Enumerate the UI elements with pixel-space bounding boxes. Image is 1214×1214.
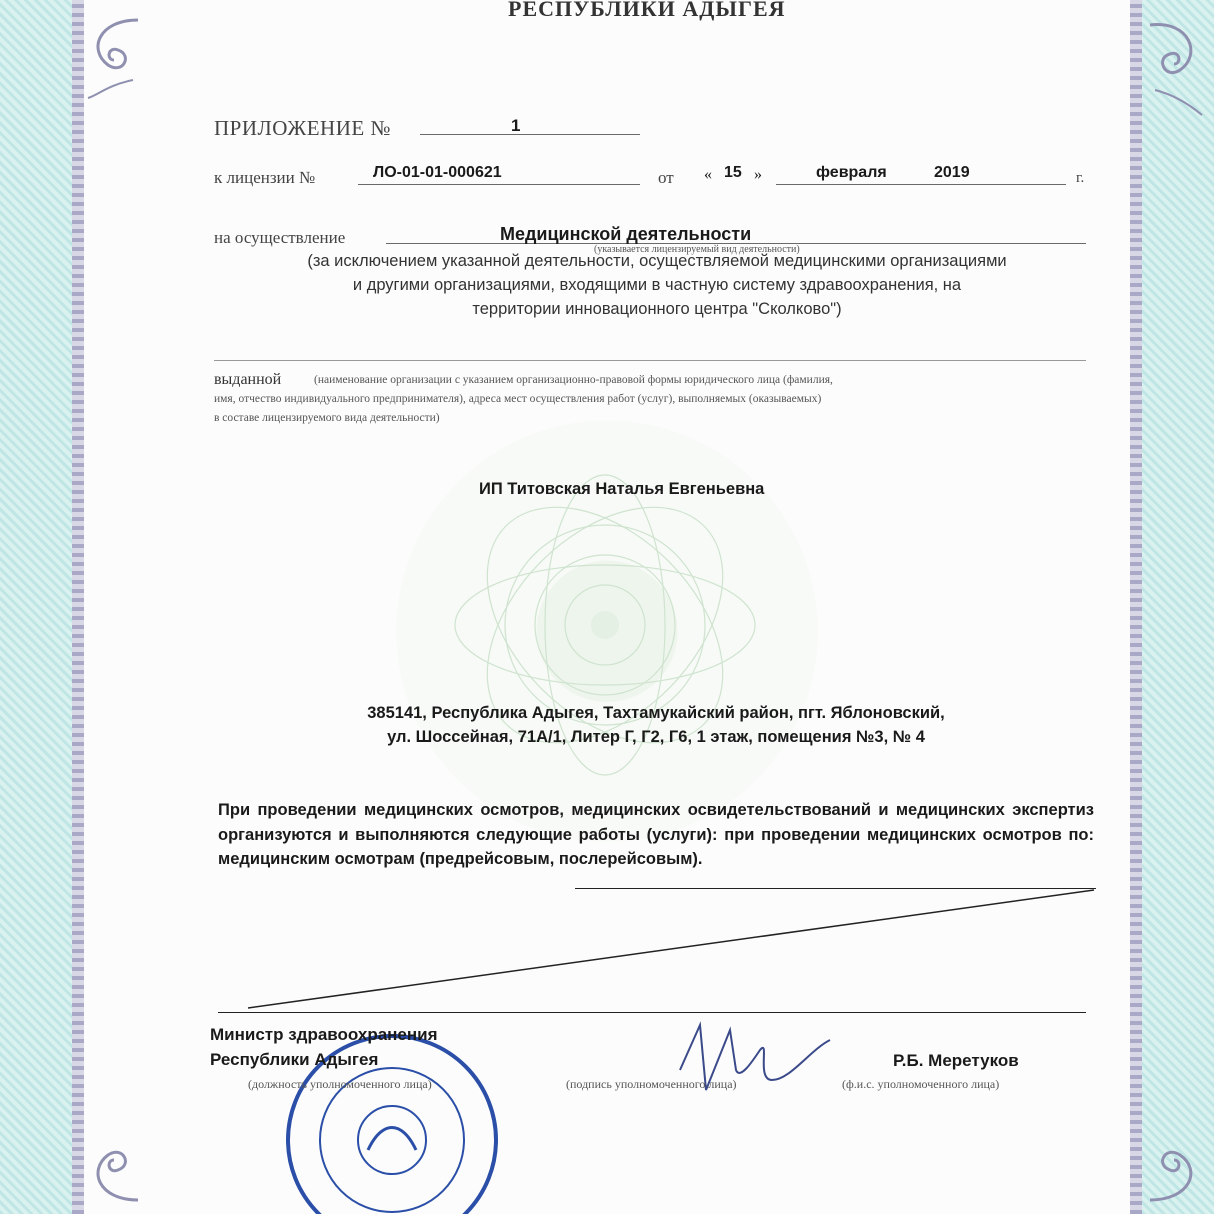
address-line-2: ул. Шоссейная, 71А/1, Литер Г, Г2, Г6, 1 этаж, помещения №3, № 4 — [387, 728, 925, 746]
z-strike-line — [218, 886, 1098, 1016]
appendix-number-line — [420, 134, 640, 135]
bottom-right-scroll-ornament — [1140, 1110, 1210, 1210]
activity-exclusion-line-3: территории инновационного центра "Сколково") — [472, 300, 842, 318]
left-guilloche-band — [72, 0, 84, 1214]
address-line-1: 385141, Республика Адыгея, Тахтамукайский район, пгт. Яблоновский, — [367, 704, 945, 722]
license-number-line — [358, 184, 640, 185]
license-number: ЛО-01-01-000621 — [373, 164, 502, 181]
license-month: февраля — [816, 164, 887, 181]
issued-caption-line-3: в составе лицензируемого вида деятельности) — [214, 412, 440, 424]
caption-name: (ф.и.с. уполномоченного лица) — [842, 1077, 1000, 1091]
issuing-authority-header: РЕСПУБЛИКИ АДЫГЕЯ — [508, 0, 786, 21]
license-date-from-label: от — [658, 168, 674, 187]
activity-label: на осуществление — [214, 228, 346, 247]
top-right-scroll-ornament — [1140, 10, 1210, 120]
caption-position: (должность уполномоченного лица) — [248, 1077, 432, 1091]
license-year-suffix: г. — [1076, 170, 1085, 186]
services-text: При проведении медицинских осмотров, медицинских освидетельствований и медицинских экспертиз организуются и выполняются следующие работы (услуги): при проведении медицинских осмотров по: медицинским осмотрам (предрейсовым, послерейсовым). — [218, 801, 1094, 868]
appendix-number: 1 — [511, 116, 521, 135]
bottom-left-scroll-ornament — [78, 1110, 148, 1210]
top-left-scroll-ornament — [78, 10, 148, 100]
activity-name: Медицинской деятельности — [500, 224, 752, 244]
left-ornamental-border — [0, 0, 72, 1214]
signer-position-line-1: Министр здравоохранения — [210, 1025, 438, 1044]
caption-signature: (подпись уполномоченного лица) — [566, 1077, 737, 1091]
activity-caption: (указывается лицензируемый вид деятельности) — [594, 244, 800, 255]
right-guilloche-band — [1130, 0, 1142, 1214]
issued-entity-name: ИП Титовская Наталья Евгеньевна — [479, 480, 765, 498]
signer-position-line-2: Республики Адыгея — [210, 1050, 379, 1069]
license-day-open-quote: « — [704, 166, 712, 183]
right-ornamental-border — [1142, 0, 1214, 1214]
issued-caption-line-1: (наименование организации с указанием организационно-правовой формы юридического лица (фамилия, — [314, 374, 833, 386]
activity-exclusion-line-1: (за исключением указанной деятельности, осуществляемой медицинскими организациями — [307, 252, 1007, 270]
license-day: 15 — [724, 164, 742, 181]
appendix-label: ПРИЛОЖЕНИЕ № — [214, 116, 391, 140]
activity-exclusion-line-2: и другими организациями, входящими в частную систему здравоохранения, на — [352, 276, 962, 294]
issued-caption-line-2: имя, отчество индивидуального предпринимателя), адреса мест осуществления работ (услуг), выполняемых (оказываемых) — [214, 393, 822, 405]
issued-line — [214, 360, 1086, 361]
services-paragraph — [218, 798, 1094, 872]
license-label: к лицензии № — [214, 168, 316, 187]
issued-label: выданной — [214, 371, 282, 388]
signature-line — [218, 1012, 1086, 1013]
license-date-line — [776, 184, 1066, 185]
license-day-close-quote: » — [754, 166, 762, 183]
license-year: 2019 — [934, 164, 970, 181]
signer-name: Р.Б. Меретуков — [893, 1051, 1019, 1070]
